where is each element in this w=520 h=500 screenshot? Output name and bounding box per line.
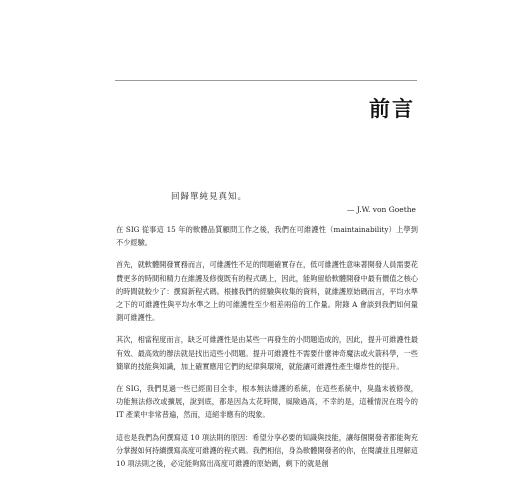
paragraph: 在 SIG，我們見過一些已經面目全非，根本無法維護的系統，在這些系統中，臭蟲未被修復，功能無法修改或擴展，說到底，都是因為太花時間，風險過高，不幸的是，這種情況在現今的 IT 產業中非常普遍，然而，這絕非應有的現象。 <box>116 384 418 420</box>
paragraph: 這也是我們為何撰寫這 10 項法則的原因：希望分享必要的知識與技能，讓每個開發者都能夠充分掌握如何持續撰寫高度可維護的程式碼。我們相信，身為軟體開發者的你，在閱讀並且理解這 10 項法則之後，必定能夠寫出高度可維護的原始碼，剩下的就是創 <box>116 432 418 469</box>
paragraph: 在 SIG 從事這 15 年的軟體品質顧問工作之後，我們在可維護性（maintainability）上學到不少經驗。 <box>116 225 418 248</box>
body-text <box>116 223 418 470</box>
chapter-title: 前言 <box>369 97 415 121</box>
chapter-top-rule <box>115 80 417 81</box>
paragraph: 其次，相當程度而言，缺乏可維護性是由某些一再發生的小問題造成的，因此，提升可維護性最有效、最高效的辦法就是找出這些小問題。提升可維護性不需要什麼神奇魔法或火箭科學，一些簡單的技能與知識，加上確實應用它們的紀律與環境，就能讓可維護性產生爆炸性的提升。 <box>116 335 418 371</box>
paragraph: 首先，就軟體開發實務而言，可維護性不足的問題確實存在，低可維護性意味著開發人員需要花費更多的時間和精力在維護及修復既有的程式碼上，因此，能夠留給軟體開發中最有價值之核心的時間就較少了：撰寫新程式碼。根據我們的經驗與收集的資料，就維護原始碼而言，平均水準之下的可維護性與平均水準之上的可維護性至少相差兩倍的工作量。附錄 A 會談到我們如何量測可維護性。 <box>116 260 418 323</box>
epigraph-quote: 回歸單純見真知。 <box>171 192 248 202</box>
epigraph-attribution: — J.W. von Goethe <box>346 205 416 214</box>
